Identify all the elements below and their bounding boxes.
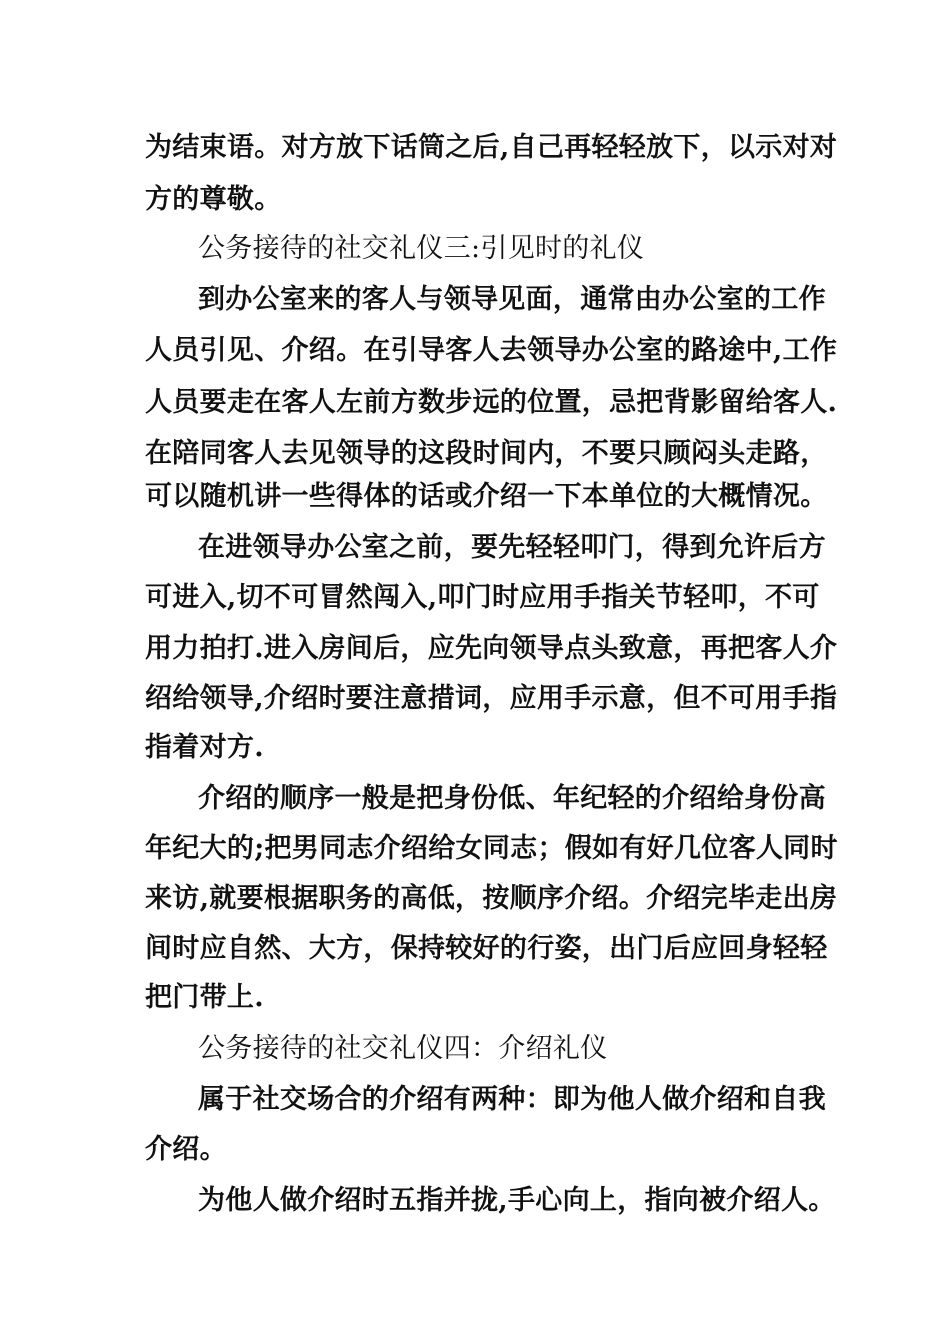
paragraph-line: 在陪同客人去见领导的这段时间内，不要只顾闷头走路， — [145, 438, 828, 469]
section-heading: 公务接待的社交礼仪四：介绍礼仪 — [198, 1033, 608, 1064]
section-heading: 公务接待的社交礼仪三:引见时的礼仪 — [198, 233, 645, 264]
paragraph-line: 属于社交场合的介绍有两种：即为他人做介绍和自我 — [198, 1084, 826, 1115]
paragraph-line: 用力拍打.进入房间后，应先向领导点头致意，再把客人介 — [145, 633, 838, 664]
paragraph-line: 介绍。 — [145, 1134, 227, 1165]
paragraph-line: 到办公室来的客人与领导见面，通常由办公室的工作 — [198, 284, 826, 315]
paragraph-line: 可进入,切不可冒然闯入,叩门时应用手指关节轻叩，不可 — [145, 582, 820, 613]
paragraph-line: 为结束语。对方放下话筒之后,自己再轻轻放下，以示对对 — [145, 132, 838, 163]
paragraph-line: 间时应自然、大方，保持较好的行姿，出门后应回身轻轻 — [145, 933, 828, 964]
paragraph-line: 把门带上. — [145, 982, 264, 1013]
paragraph-line: 人员引见、介绍。在引导客人去领导办公室的路途中,工作 — [145, 335, 838, 366]
paragraph-line: 方的尊敬。 — [145, 184, 282, 215]
paragraph-line: 来访,就要根据职务的高低，按顺序介绍。介绍完毕走出房 — [145, 883, 838, 914]
paragraph-line: 介绍的顺序一般是把身份低、年纪轻的介绍给身份高 — [198, 783, 826, 814]
paragraph-line: 在进领导办公室之前，要先轻轻叩门，得到允许后方 — [198, 532, 826, 563]
paragraph-line: 人员要走在客人左前方数步远的位置，忌把背影留给客人. — [145, 387, 838, 418]
paragraph-line: 绍给领导,介绍时要注意措词，应用手示意，但不可用手指 — [145, 683, 838, 714]
paragraph-line: 指着对方. — [145, 732, 264, 763]
paragraph-line: 可以随机讲一些得体的话或介绍一下本单位的大概情况。 — [145, 481, 828, 512]
paragraph-line: 为他人做介绍时五指并拢,手心向上，指向被介绍人。 — [198, 1185, 836, 1216]
paragraph-line: 年纪大的;把男同志介绍给女同志；假如有好几位客人同时 — [145, 833, 838, 864]
